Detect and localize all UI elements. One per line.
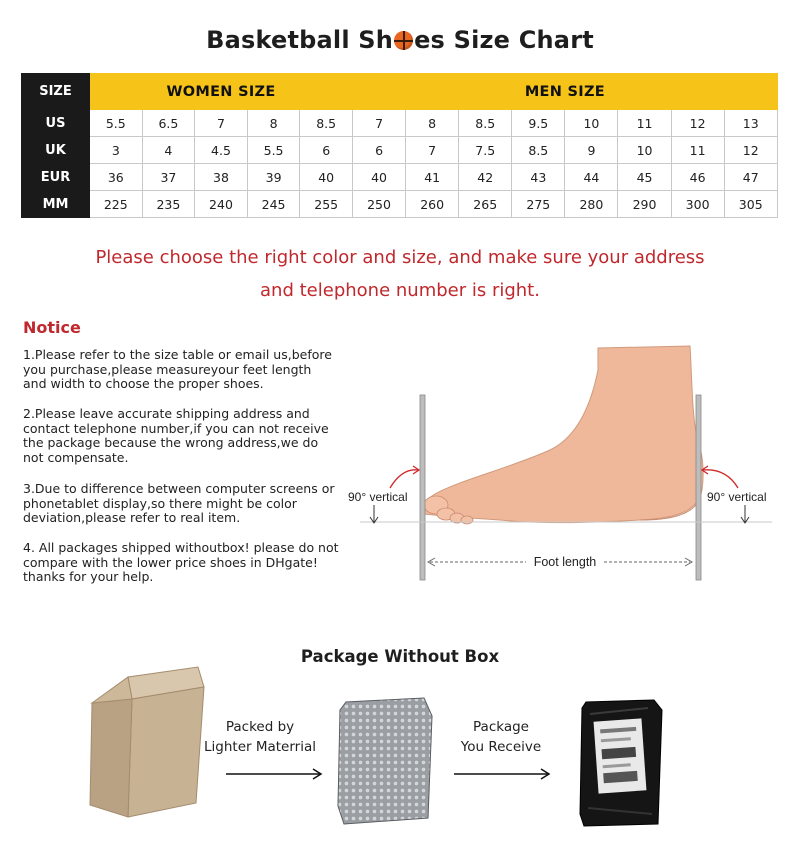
women-size-cell: 8 xyxy=(247,110,300,137)
notice-line: the package because the wrong address,we do xyxy=(23,435,319,450)
men-size-cell: 45 xyxy=(618,164,671,191)
men-size-cell: 47 xyxy=(724,164,777,191)
men-size-cell: 6 xyxy=(353,137,406,164)
men-size-cell: 44 xyxy=(565,164,618,191)
women-size-cell: 8.5 xyxy=(300,110,353,137)
women-size-cell: 3 xyxy=(90,137,143,164)
notice-line: compare with the lower price shoes in DHgate! xyxy=(23,554,318,570)
men-size-cell: 13 xyxy=(724,110,777,137)
notice-line: phonetablet display,so there might be color xyxy=(23,495,297,511)
women-size-cell: 4.5 xyxy=(195,137,248,164)
men-size-cell: 11 xyxy=(671,137,724,164)
women-size-cell: 38 xyxy=(195,164,248,191)
women-size-cell: 5.5 xyxy=(247,137,300,164)
women-size-cell: 4 xyxy=(142,137,195,164)
notice-banner-line-2: and telephone number is right. xyxy=(260,280,540,301)
notice-line: thanks for your help. xyxy=(23,569,154,584)
arrow-right-icon xyxy=(226,768,326,780)
row-label: EUR xyxy=(22,164,90,191)
notice-line: 4. All packages shipped withoutbox! please do not xyxy=(23,540,339,555)
notice-line: 1.Please refer to the size table or email us,before xyxy=(23,347,332,362)
men-size-cell: 9.5 xyxy=(512,110,565,137)
men-size-cell: 7.5 xyxy=(459,137,512,164)
basketball-icon xyxy=(394,31,413,50)
women-size-cell: 6.5 xyxy=(142,110,195,137)
men-size-cell: 8 xyxy=(406,110,459,137)
men-size-cell: 12 xyxy=(724,137,777,164)
men-size-cell: 290 xyxy=(618,191,671,218)
step-1-label: Packed by Lighter Materrial xyxy=(204,719,316,755)
table-row xyxy=(22,110,778,137)
men-size-cell: 300 xyxy=(671,191,724,218)
left-wall xyxy=(420,395,425,580)
women-size-cell: 225 xyxy=(90,191,143,218)
men-size-cell: 41 xyxy=(406,164,459,191)
men-size-cell: 275 xyxy=(512,191,565,218)
men-size-cell: 7 xyxy=(406,137,459,164)
notice-item-2 xyxy=(23,407,358,465)
right-vertical-label: 90° vertical xyxy=(707,490,767,504)
foot-length-label: Foot length xyxy=(533,555,597,569)
women-size-cell: 255 xyxy=(300,191,353,218)
size-header: SIZE xyxy=(22,74,90,110)
men-size-cell: 40 xyxy=(353,164,406,191)
women-size-cell: 235 xyxy=(142,191,195,218)
women-size-cell: 40 xyxy=(300,164,353,191)
step-2-label: Package You Receive xyxy=(460,719,542,755)
notice-item-1 xyxy=(23,348,358,392)
men-size-header: MEN SIZE xyxy=(353,74,778,110)
page-title xyxy=(0,26,800,54)
right-wall xyxy=(696,395,701,580)
women-size-cell: 37 xyxy=(142,164,195,191)
men-size-cell: 305 xyxy=(724,191,777,218)
package-title: Package Without Box xyxy=(300,647,500,666)
women-size-header: WOMEN SIZE xyxy=(90,74,353,110)
foot-measurement-diagram xyxy=(340,340,790,590)
notice-line: not compensate. xyxy=(23,449,129,465)
notice-item-4 xyxy=(23,541,358,585)
men-size-cell: 46 xyxy=(671,164,724,191)
men-size-cell: 12 xyxy=(671,110,724,137)
title-part-2: es Size Chart xyxy=(414,26,594,54)
row-label: MM xyxy=(22,191,90,218)
men-size-cell: 10 xyxy=(618,137,671,164)
women-size-cell: 7 xyxy=(195,110,248,137)
women-size-cell: 36 xyxy=(90,164,143,191)
notice-line: and width to choose the proper shoes. xyxy=(23,376,264,391)
notice-title: Notice xyxy=(23,318,81,337)
notice-line: 3.Due to difference between computer screens or xyxy=(23,481,335,496)
men-size-cell: 280 xyxy=(565,191,618,218)
title-part-1: Basketball Sh xyxy=(206,26,394,54)
men-size-cell: 11 xyxy=(618,110,671,137)
row-label: US xyxy=(22,110,90,137)
notice-line: 2.Please leave accurate shipping address and xyxy=(23,406,310,421)
bubble-wrap-image xyxy=(336,696,434,826)
women-size-cell: 6 xyxy=(300,137,353,164)
men-size-cell: 9 xyxy=(565,137,618,164)
size-chart-table xyxy=(21,73,778,218)
arrow-right-icon-2 xyxy=(454,768,554,780)
women-size-cell: 39 xyxy=(247,164,300,191)
men-size-cell: 8.5 xyxy=(459,110,512,137)
foot-illustration xyxy=(423,346,703,523)
notice-banner-line-1: Please choose the right color and size, and make sure your address xyxy=(95,247,705,268)
table-row xyxy=(22,164,778,191)
cardboard-box-image xyxy=(88,665,206,825)
black-package-image xyxy=(578,698,664,828)
men-size-cell: 10 xyxy=(565,110,618,137)
men-size-cell: 43 xyxy=(512,164,565,191)
men-size-cell: 250 xyxy=(353,191,406,218)
women-size-cell: 245 xyxy=(247,191,300,218)
notice-line: deviation,please refer to real item. xyxy=(23,510,241,525)
notice-line: contact telephone number,if you can not receive xyxy=(23,420,329,436)
table-row xyxy=(22,191,778,218)
women-size-cell: 5.5 xyxy=(90,110,143,137)
row-label: UK xyxy=(22,137,90,164)
notice-item-3 xyxy=(23,482,358,526)
table-header-row xyxy=(22,74,778,110)
men-size-cell: 8.5 xyxy=(512,137,565,164)
women-size-cell: 240 xyxy=(195,191,248,218)
notice-line: you purchase,please measureyour feet length xyxy=(23,361,312,377)
men-size-cell: 42 xyxy=(459,164,512,191)
table-row xyxy=(22,137,778,164)
left-vertical-label: 90° vertical xyxy=(348,490,408,504)
men-size-cell: 265 xyxy=(459,191,512,218)
men-size-cell: 7 xyxy=(353,110,406,137)
men-size-cell: 260 xyxy=(406,191,459,218)
